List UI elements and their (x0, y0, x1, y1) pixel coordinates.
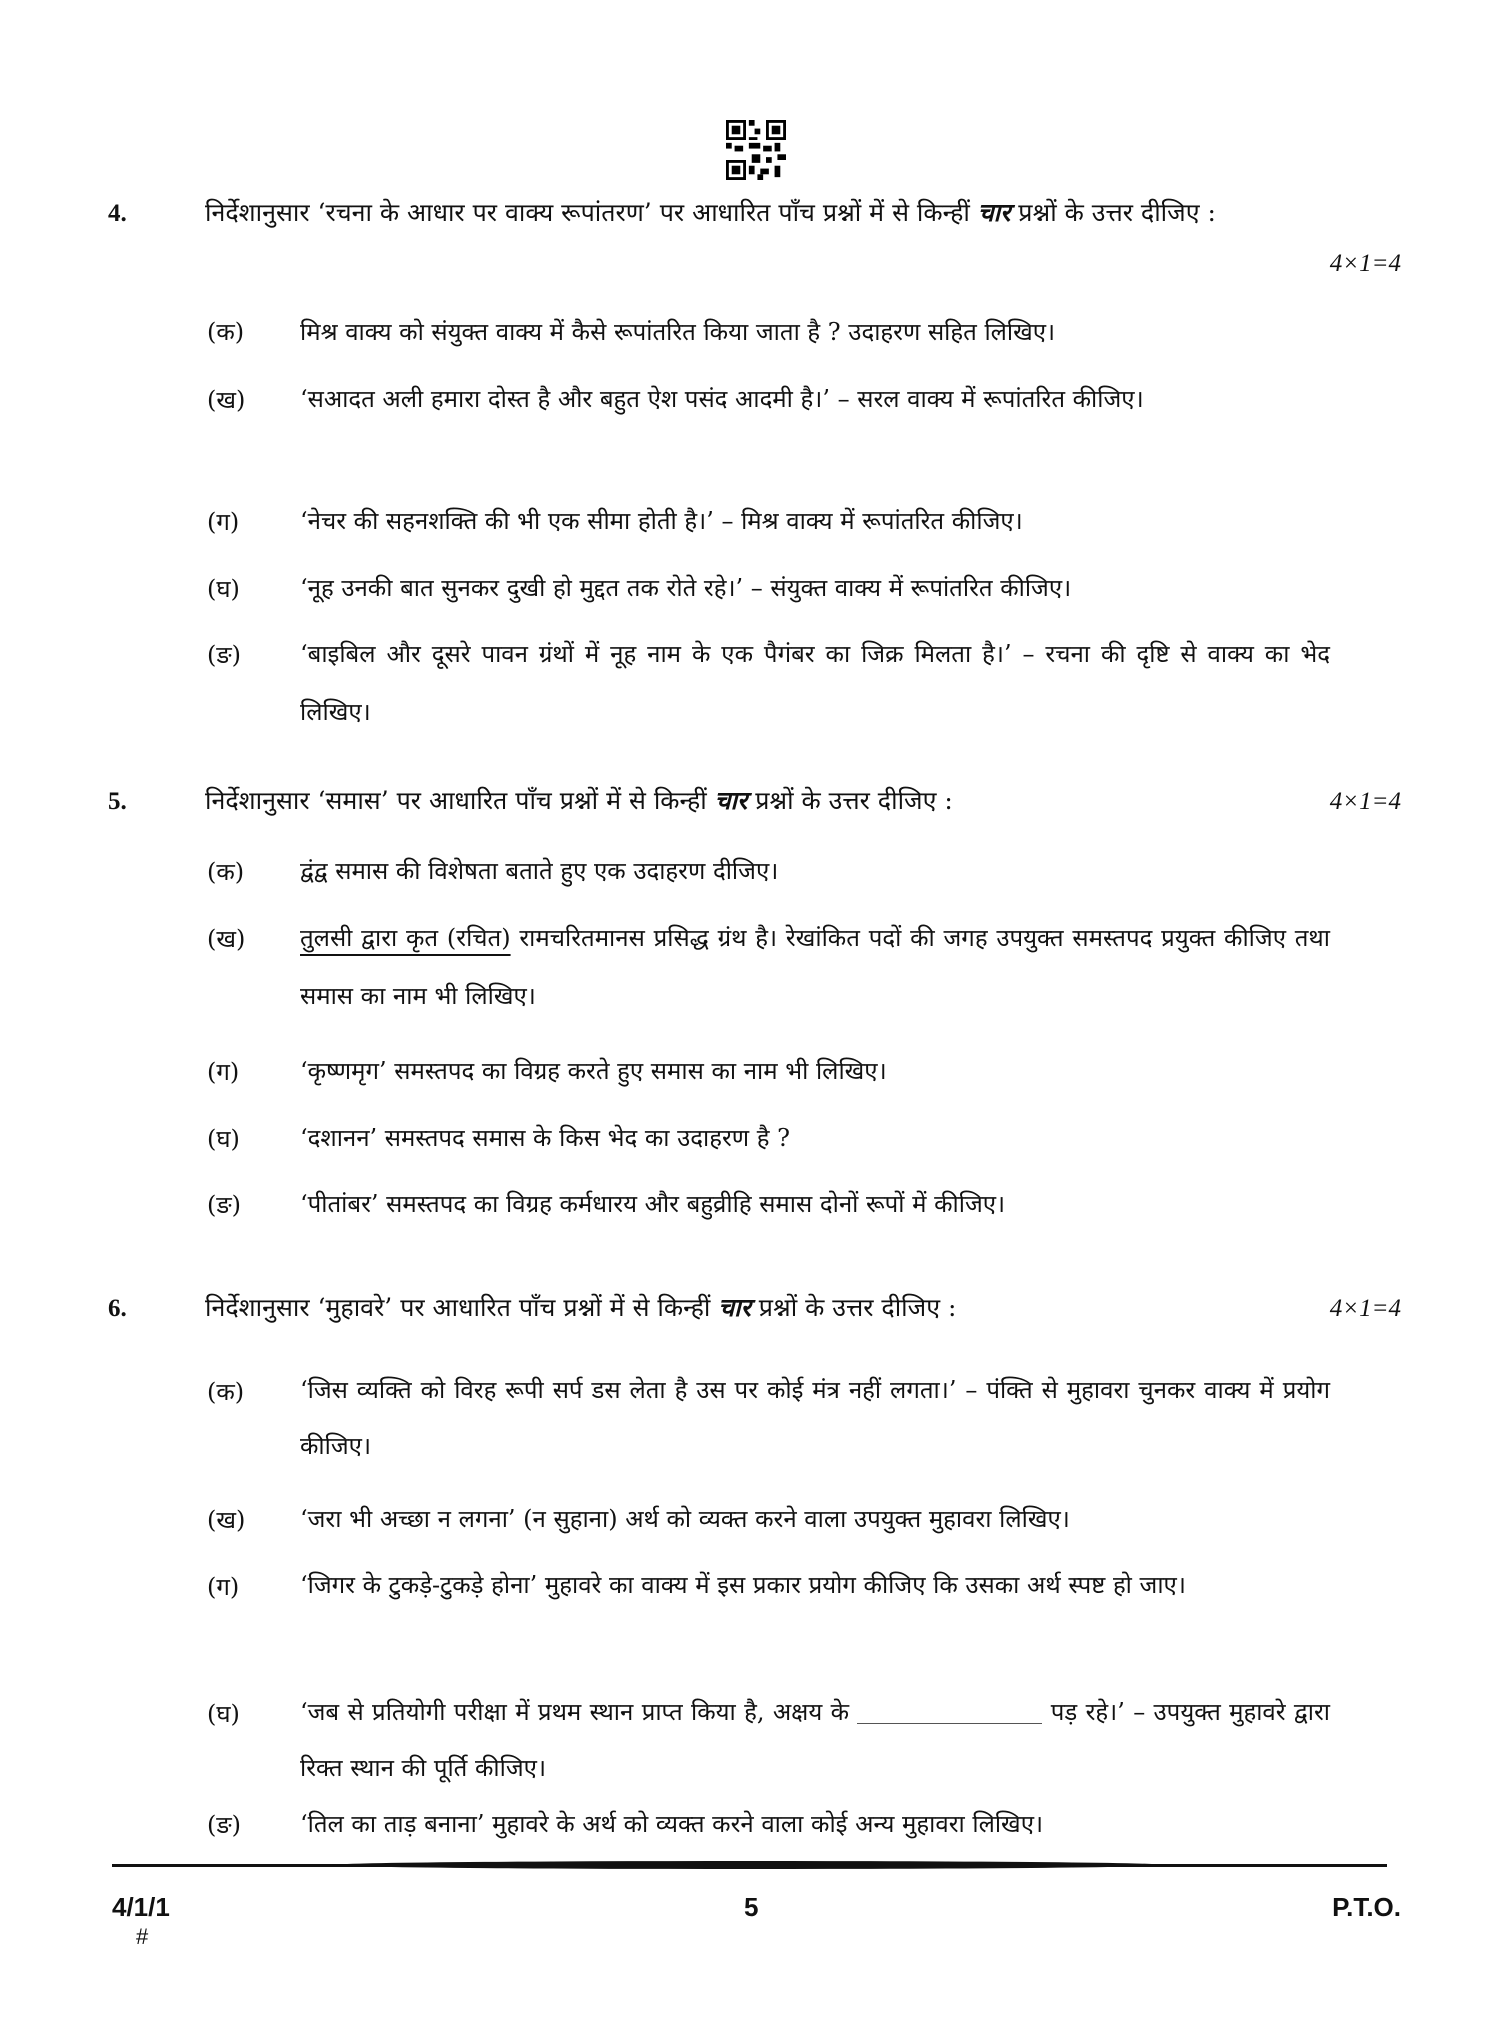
question-instruction: निर्देशानुसार ‘समास’ पर आधारित पाँच प्रश्नों में से किन्हीं चार प्रश्नों के उत्तर दीजिए : (205, 786, 953, 815)
qr-code-icon (726, 120, 786, 180)
marks-label: 4×1=4 (1329, 788, 1401, 815)
underlined-phrase: तुलसी द्वारा कृत (रचित) (300, 924, 511, 952)
question-number: 6. (108, 1295, 127, 1322)
footer-divider (112, 1864, 1387, 1867)
fill-in-blank (857, 1703, 1042, 1724)
paper-code: 4/1/1 (112, 1892, 170, 1922)
hash-mark: # (136, 1924, 149, 1949)
question-number: 5. (108, 788, 127, 815)
question-instruction: निर्देशानुसार ‘रचना के आधार पर वाक्य रूपांतरण’ पर आधारित पाँच प्रश्नों में से किन्हीं चार प्रश्नों के उत्तर दीजिए : (205, 198, 1216, 227)
question-instruction: निर्देशानुसार ‘मुहावरे’ पर आधारित पाँच प्रश्नों में से किन्हीं चार प्रश्नों के उत्तर दीजिए : (205, 1293, 957, 1322)
pto-label: P.T.O. (1332, 1892, 1401, 1922)
marks-label: 4×1=4 (1329, 1295, 1401, 1322)
marks-label: 4×1=4 (1329, 250, 1401, 277)
page-number: 5 (744, 1892, 759, 1922)
question-number: 4. (108, 200, 127, 227)
